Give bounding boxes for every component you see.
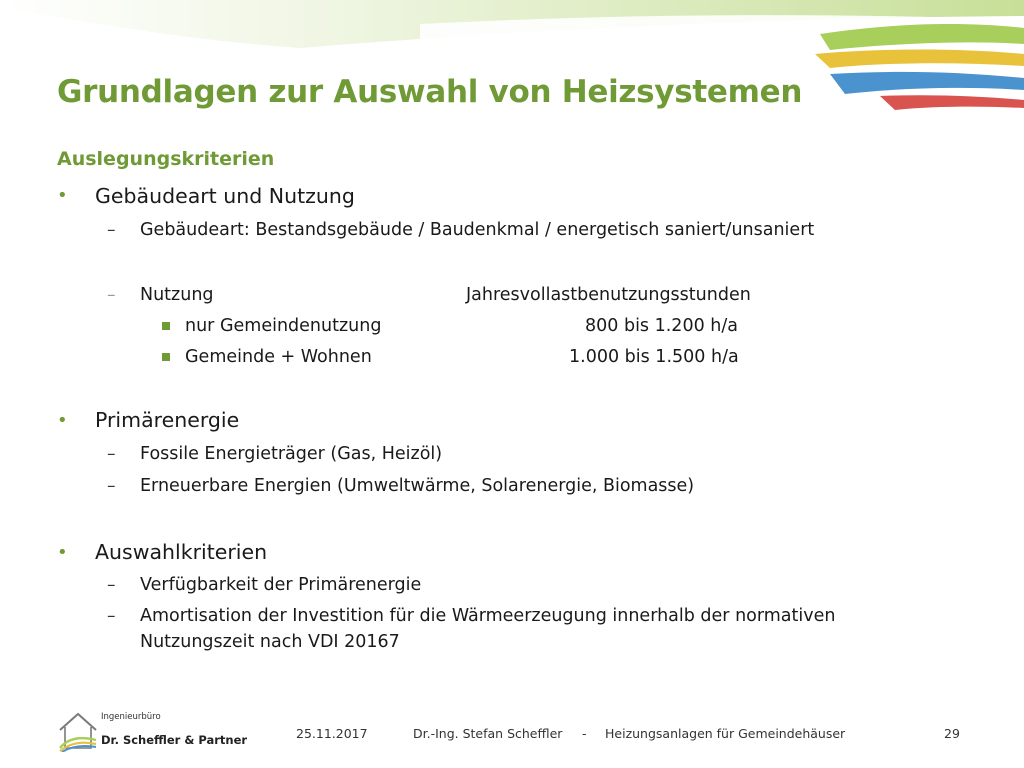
slide-subtitle: Auslegungskriterien xyxy=(57,148,275,170)
selection-item: Amortisation der Investition für die Wärmeerzeugung innerhalb der normativen xyxy=(140,606,836,626)
bullet-dot-icon: • xyxy=(57,185,68,206)
house-logo-icon xyxy=(56,708,100,752)
slide-title: Grundlagen zur Auswahl von Heizsystemen xyxy=(57,74,803,110)
usage-row-label: Gemeinde + Wohnen xyxy=(185,347,372,367)
swoosh-green-band xyxy=(820,24,1024,50)
bullet-dot-icon: • xyxy=(57,410,68,431)
section-building-label: Gebäudeart und Nutzung xyxy=(95,184,355,208)
energy-item: Erneuerbare Energien (Umweltwärme, Solarenergie, Biomasse) xyxy=(140,476,695,496)
dash-icon: – xyxy=(107,220,116,240)
footer-page-number: 29 xyxy=(944,726,960,741)
swoosh-yellow-band xyxy=(815,50,1024,69)
dash-icon: – xyxy=(107,476,116,496)
footer-author: Dr.-Ing. Stefan Scheffler xyxy=(413,726,563,741)
usage-label: Nutzung xyxy=(140,285,214,305)
dash-icon: – xyxy=(107,575,116,595)
footer-separator: - xyxy=(582,726,587,741)
footer-topic: Heizungsanlagen für Gemeindehäuser xyxy=(605,726,846,741)
dash-icon: – xyxy=(107,606,116,626)
usage-row-value: 1.000 bis 1.500 h/a xyxy=(569,347,739,367)
bullet-dot-icon: • xyxy=(57,542,68,563)
section-energy-label: Primärenergie xyxy=(95,408,240,432)
section-selection-label: Auswahlkriterien xyxy=(95,540,268,564)
swoosh-blue-band xyxy=(830,72,1024,94)
dash-icon: – xyxy=(107,285,116,305)
building-type-line: Gebäudeart: Bestandsgebäude / Baudenkmal / energetisch saniert/unsaniert xyxy=(140,220,815,240)
dash-icon: – xyxy=(107,444,116,464)
usage-row-label: nur Gemeindenutzung xyxy=(185,316,382,336)
logo-line1: Ingenieurbüro xyxy=(101,712,161,722)
footer-date: 25.11.2017 xyxy=(296,726,368,741)
swoosh-red-band xyxy=(880,95,1024,110)
company-logo xyxy=(56,708,246,752)
selection-item: Verfügbarkeit der Primärenergie xyxy=(140,575,422,595)
usage-header: Jahresvollastbenutzungsstunden xyxy=(466,285,751,305)
usage-row-value: 800 bis 1.200 h/a xyxy=(585,316,738,336)
selection-item-continued: Nutzungszeit nach VDI 20167 xyxy=(140,632,400,652)
logo-line2: Dr. Scheffler & Partner xyxy=(101,733,248,747)
square-bullet-icon xyxy=(162,353,170,361)
square-bullet-icon xyxy=(162,322,170,330)
energy-item: Fossile Energieträger (Gas, Heizöl) xyxy=(140,444,443,464)
